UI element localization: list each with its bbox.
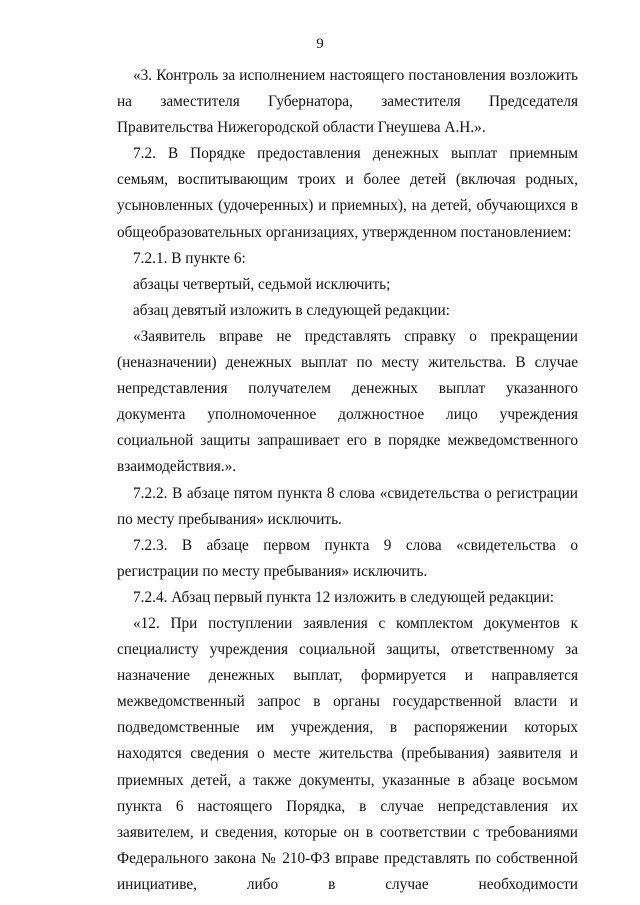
paragraph-7-2: 7.2. В Порядке предоставления денежных выплат приемным семьям, воспитывающим троих и более детей (включая родных, усыновленных (удочеренных) и приемных), на детей, обучающихся в общеобразовательных организациях, утвержденном постановлением: [117, 145, 578, 241]
page-number: 9 [316, 36, 324, 52]
document-body [117, 63, 578, 898]
paragraph-abzac-devyatyi: абзац девятый изложить в следующей редакции: [133, 301, 450, 319]
paragraph-control-clause: «3. Контроль за исполнением настоящего постановления возложить на заместителя Губернатора, заместителя Председателя Правительства Нижегородской области Гнеушева А.Н.». [117, 67, 578, 137]
paragraph-7-2-3: 7.2.3. В абзаце первом пункта 9 слова «свидетельства о регистрации по месту пребывания» исключить. [117, 536, 578, 580]
paragraph-exclude-abzacy: абзацы четвертый, седьмой исключить; [133, 275, 391, 293]
paragraph-punkt-12-quote: «12. При поступлении заявления с комплектом документов к специалисту учреждения социальной защиты, ответственному за назначение денежных выплат, формируется и направляется межведомственный запрос в органы государственной власти и подведомственные им учреждения, в распоряжении которых находятся сведения о месте жительства (пребывания) заявителя и приемных детей, а также документы, указанные в абзаце восьмом пункта 6 настоящего Порядка, в случае непредставления их заявителем, и сведения, которые он в соответствии с требованиями Федерального закона № 210-ФЗ вправе представлять по собственной инициативе, либо в случае необходимости [117, 614, 578, 893]
paragraph-7-2-4: 7.2.4. Абзац первый пункта 12 изложить в следующей редакции: [133, 588, 555, 606]
paragraph-7-2-1: 7.2.1. В пункте 6: [133, 249, 246, 267]
paragraph-7-2-2: 7.2.2. В абзаце пятом пункта 8 слова «свидетельства о регистрации по месту пребывания» исключить. [117, 484, 578, 528]
paragraph-zayavitel-quote: «Заявитель вправе не представлять справку о прекращении (неназначении) денежных выплат по месту жительства. В случае непредставления получателем денежных выплат указанного документа уполномоченное должностное лицо учреждения социальной защиты запрашивает его в порядке межведомственного взаимодействия.». [117, 327, 578, 476]
